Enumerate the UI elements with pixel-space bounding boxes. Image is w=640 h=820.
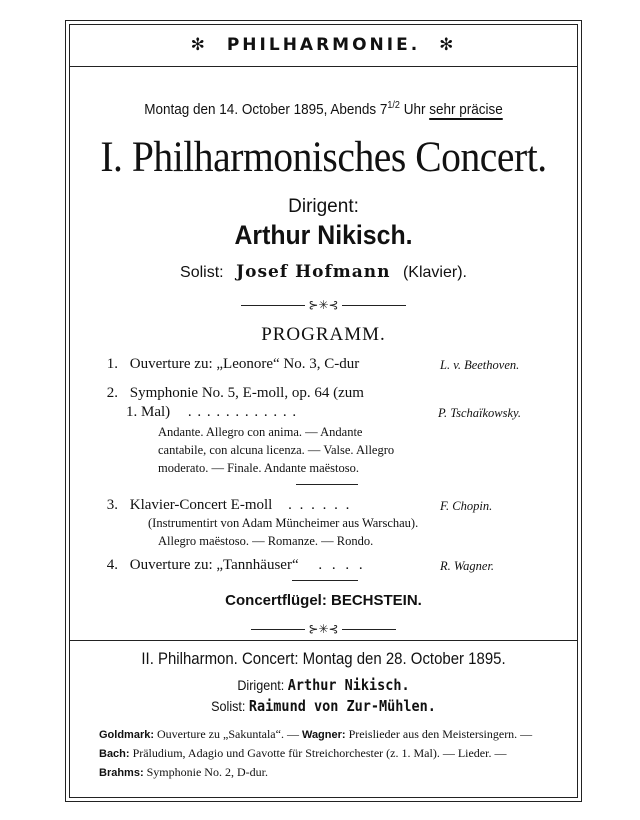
next-soloist-label: Solist:: [211, 698, 246, 714]
concert-title: I. Philharmonisches Concert.: [100, 134, 547, 181]
item-composer-2: P. Tschaïkowsky.: [438, 406, 521, 420]
program-item-1: [100, 356, 359, 373]
composer-wagner: Wagner:: [301, 729, 346, 741]
program-part: Preislieder aus den Meistersingern. —: [345, 727, 536, 741]
soloist-name: Josef Hofmann: [236, 262, 391, 282]
item-detail-line: cantabile, con alcuna licenza. — Valse. Allegro: [158, 443, 395, 457]
program-item-2: [100, 385, 364, 402]
program-part: Symphonie No. 2, D-dur.: [143, 765, 268, 779]
item-composer-3: F. Chopin.: [440, 499, 493, 513]
item-dots: . . . .: [318, 557, 366, 573]
item-work: Ouverture zu: „Tannhäuser“: [129, 557, 299, 573]
item-detail-line: Andante. Allegro con anima. — Andante: [158, 425, 363, 439]
item-dots: . . . . . .: [288, 497, 352, 513]
header-divider: [69, 66, 578, 67]
item-composer-4: R. Wagner.: [440, 559, 495, 573]
section-divider: [69, 640, 578, 641]
item-number: 1.: [106, 356, 118, 372]
item-detail-line: Allegro maëstoso. — Romanze. — Rondo.: [158, 534, 374, 548]
star-right-icon: ✻: [439, 35, 457, 55]
item-dots: . . . . . . . . . . . .: [187, 404, 298, 420]
composer-brahms: Brahms:: [99, 767, 144, 779]
program-item-4: [100, 557, 366, 574]
ornament-icon: ⊱✳⊰: [308, 298, 339, 312]
item-detail-line: (Instrumentirt von Adam Müncheimer aus Warschau).: [148, 516, 419, 530]
soloist-line: [69, 262, 578, 282]
program-title: PROGRAMM.: [261, 324, 386, 345]
item-work: Symphonie No. 5, E-moll, op. 64 (zum: [129, 385, 364, 401]
next-conductor-name: Arthur Nikisch.: [287, 676, 410, 694]
soloist-instrument: (Klavier).: [402, 264, 467, 281]
program-item-2-cont: [126, 404, 297, 421]
program-part: Ouverture zu „Sakuntala“. —: [154, 727, 302, 741]
program-item-3: [100, 497, 351, 514]
composer-bach: Bach:: [99, 748, 130, 760]
piano-note: Concertflügel: BECHSTEIN.: [225, 592, 422, 609]
ornament-divider-1: [69, 296, 578, 314]
program-part: Präludium, Adagio und Gavotte für Streichorchester (z. 1. Mal). — Lieder. —: [129, 746, 510, 760]
header-title: PHILHARMONIE.: [226, 35, 421, 55]
item-work: Klavier-Concert E-moll: [129, 497, 273, 513]
item-number: 4.: [106, 557, 118, 573]
item-number: 3.: [106, 497, 118, 513]
soloist-label: Solist:: [180, 264, 224, 281]
star-left-icon: ✻: [190, 35, 208, 55]
date-after: Uhr: [399, 101, 430, 118]
item-composer-1: L. v. Beethoven.: [440, 358, 520, 372]
conductor-name: Arthur Nikisch.: [234, 220, 413, 250]
time-fraction: 1/2: [387, 100, 400, 111]
item-detail-line: moderato. — Finale. Andante maëstoso.: [158, 461, 360, 475]
date-line: [94, 100, 552, 118]
item-work-cont: 1. Mal): [126, 404, 171, 420]
ornament-icon: ⊱✳⊰: [308, 622, 339, 636]
conductor-label: Dirigent:: [288, 196, 359, 217]
next-program-text: [99, 725, 549, 782]
next-conductor: [94, 676, 552, 694]
next-soloist-name: Raimund von Zur-Mühlen.: [248, 697, 436, 715]
item-number: 2.: [106, 385, 118, 401]
ornament-divider-2: [69, 620, 578, 638]
composer-goldmark: Goldmark:: [99, 729, 155, 741]
short-divider: [292, 580, 358, 581]
next-soloist: [94, 697, 552, 715]
short-divider: [296, 484, 358, 485]
date-emphasis: sehr präcise: [429, 101, 503, 118]
next-concert-title: II. Philharmon. Concert: Montag den 28. October 1895.: [141, 649, 506, 668]
page-header: [69, 35, 578, 55]
item-work: Ouverture zu: „Leonore“ No. 3, C-dur: [129, 356, 360, 372]
date-text: Montag den 14. October 1895, Abends 7: [144, 101, 388, 118]
next-conductor-label: Dirigent:: [237, 677, 285, 693]
